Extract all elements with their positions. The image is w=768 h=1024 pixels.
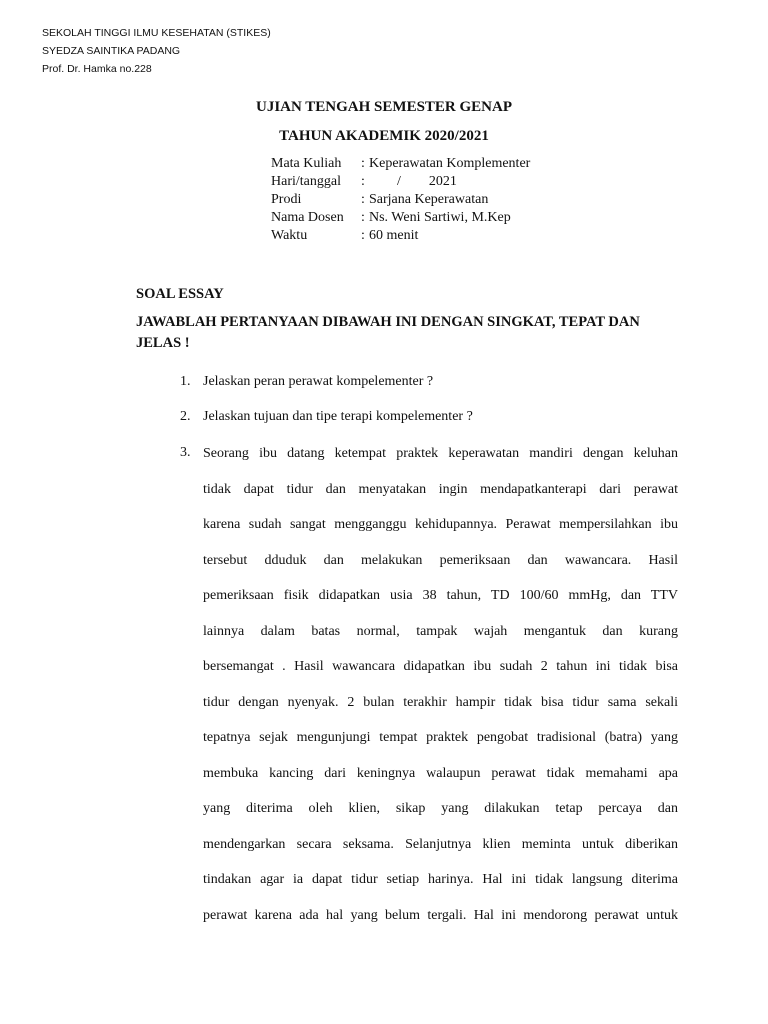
meta-separator: : xyxy=(361,174,365,189)
exam-meta-table xyxy=(271,155,530,245)
question-line: tepatnya sejak mengunjungi tempat praktek pengobat tradisional (batra) yang xyxy=(203,730,678,745)
meta-value: Ns. Weni Sartiwi, M.Kep xyxy=(369,210,511,225)
meta-separator: : xyxy=(361,228,365,243)
institution-name: SEKOLAH TINGGI ILMU KESEHATAN (STIKES) xyxy=(42,27,271,39)
meta-label: Nama Dosen xyxy=(271,210,344,225)
meta-separator: : xyxy=(361,192,365,207)
meta-row-date xyxy=(271,173,530,191)
question-line: bersemangat . Hasil wawancara didapatkan ibu sudah 2 tahun ini tidak bisa xyxy=(203,659,678,674)
question-line: tidak dapat tidur dan menyatakan ingin mendapatkanterapi dari perawat xyxy=(203,481,678,497)
question-number: 3. xyxy=(180,445,191,460)
meta-label: Prodi xyxy=(271,192,302,207)
institution-address: Prof. Dr. Hamka no.228 xyxy=(42,63,152,75)
question-number: 1. xyxy=(180,374,191,389)
question-line: lainnya dalam batas normal, tampak wajah mengantuk dan kurang xyxy=(203,623,678,639)
meta-label: Hari/tanggal xyxy=(271,174,341,189)
exam-title: UJIAN TENGAH SEMESTER GENAP xyxy=(255,99,513,115)
meta-row-program xyxy=(271,191,530,209)
question-line: pemeriksaan fisik didapatkan usia 38 tahun, TD 100/60 mmHg, dan TTV xyxy=(203,588,678,603)
meta-label: Mata Kuliah xyxy=(271,156,342,171)
question-line: karena sudah sangat mengganggu kehidupannya. Perawat mempersilahkan ibu xyxy=(203,517,678,532)
section-heading: SOAL ESSAY xyxy=(136,286,224,302)
meta-value: 60 menit xyxy=(369,228,419,243)
meta-row-lecturer xyxy=(271,209,530,227)
question-line: mendengarkan secara seksama. Selanjutnya klien meminta untuk diberikan xyxy=(203,836,678,852)
question-case-text xyxy=(203,445,678,942)
institution-header xyxy=(42,24,271,78)
question-line: tersebut dduduk dan melakukan pemeriksaan dan wawancara. Hasil xyxy=(203,552,678,568)
question-text: Jelaskan tujuan dan tipe terapi kompelementer ? xyxy=(203,409,473,424)
section-instruction: JAWABLAH PERTANYAAN DIBAWAH INI DENGAN SINGKAT, TEPAT DAN JELAS ! xyxy=(136,314,640,351)
question-line: tidur dengan nyenyak. 2 bulan terakhir hampir tidak bisa tidur sama sekali xyxy=(203,694,678,710)
question-line: tindakan agar ia dapat tidur setiap harinya. Hal ini tidak langsung diterima xyxy=(203,872,678,887)
meta-row-duration xyxy=(271,227,530,245)
meta-value: Sarjana Keperawatan xyxy=(369,192,489,207)
exam-year: TAHUN AKADEMIK 2020/2021 xyxy=(279,128,489,144)
question-line: Seorang ibu datang ketempat praktek keperawatan mandiri dengan keluhan xyxy=(203,446,678,461)
institution-city: SYEDZA SAINTIKA PADANG xyxy=(42,45,181,57)
question-line: yang diterima oleh klien, sikap yang dilakukan tetap percaya dan xyxy=(203,801,678,816)
meta-label: Waktu xyxy=(271,228,308,243)
question-number: 2. xyxy=(180,409,191,424)
question-text: Jelaskan peran perawat kompelementer ? xyxy=(203,374,434,389)
question-line: membuka kancing dari keningnya walaupun perawat tidak memahami apa xyxy=(203,765,678,781)
meta-row-course xyxy=(271,155,530,173)
question-line: perawat karena ada hal yang belum tergali. Hal ini mendorong perawat untuk xyxy=(203,907,678,923)
meta-value: / 2021 xyxy=(369,174,457,189)
meta-separator: : xyxy=(361,210,365,225)
meta-value: Keperawatan Komplementer xyxy=(369,156,531,171)
meta-separator: : xyxy=(361,156,365,171)
